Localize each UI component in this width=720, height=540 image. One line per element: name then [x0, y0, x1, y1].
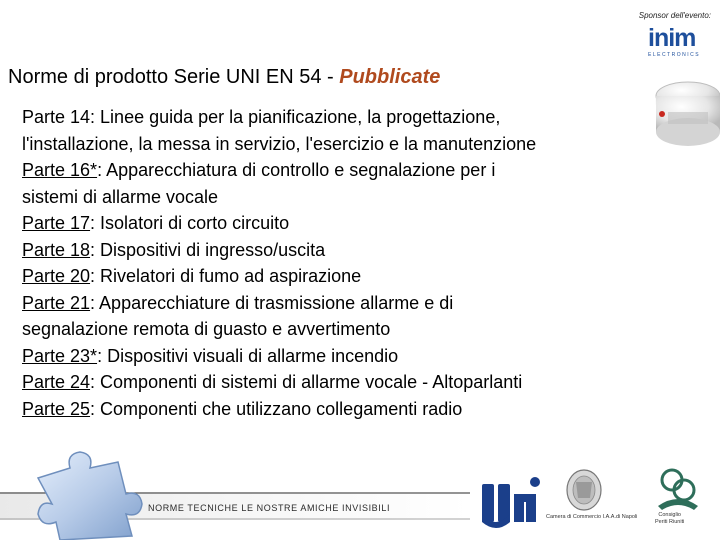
part-link[interactable]: Parte 16* — [22, 160, 98, 180]
list-item-text: segnalazione remota di guasto e avvertimento — [22, 319, 391, 339]
list-item — [22, 369, 702, 396]
inim-logo-name: inim — [648, 24, 696, 52]
uni-logo — [480, 474, 540, 532]
page-title-main: Norme di prodotto Serie UNI EN 54 - — [8, 66, 340, 88]
list-item-text: : Componenti di sistemi di allarme vocale - Altoparlanti — [90, 372, 523, 392]
sponsor-label: Sponsor dell'evento: — [638, 11, 711, 20]
consiglio-emblem — [648, 466, 708, 536]
footer-band-text: NORME TECNICHE LE NOSTRE AMICHE INVISIBILI — [148, 503, 391, 513]
part-link[interactable]: Parte 25 — [22, 398, 91, 419]
list-item-text: : Isolatori di corto circuito — [90, 213, 290, 233]
list-item — [22, 263, 702, 290]
page-title-status: Pubblicate — [339, 66, 441, 88]
consiglio-caption — [655, 512, 684, 525]
list-item — [22, 210, 702, 237]
list-item-text: Parte 14: Linee guida per la pianificazione, la progettazione, — [22, 107, 501, 127]
list-item — [22, 131, 702, 158]
list-item — [22, 104, 702, 131]
page-title — [8, 66, 440, 89]
list-item-text: : Apparecchiature di trasmissione allarme e di — [90, 292, 454, 313]
list-item — [22, 237, 702, 264]
list-item-text: : Rivelatori di fumo ad aspirazione — [90, 266, 362, 286]
camera-commercio-caption: Camera di Commercio I.A.A.di Napoli — [546, 514, 638, 520]
part-link[interactable]: Parte 20 — [22, 266, 91, 286]
list-item — [22, 396, 702, 423]
part-link[interactable]: Parte 18 — [22, 239, 91, 260]
list-item-text: sistemi di allarme vocale — [22, 186, 219, 207]
puzzle-piece-icon — [0, 438, 150, 540]
inim-logo-subtitle: ELECTRONICS — [648, 52, 701, 58]
list-item — [22, 316, 702, 343]
list-item — [22, 290, 702, 317]
list-item-text: : Dispositivi di ingresso/uscita — [90, 239, 326, 260]
list-item-text: : Dispositivi visuali di allarme incendio — [97, 345, 399, 366]
camera-commercio-emblem — [546, 468, 622, 534]
part-link[interactable]: Parte 21 — [22, 292, 91, 313]
part-link[interactable]: Parte 24 — [22, 372, 91, 392]
list-item-text: l'installazione, la messa in servizio, l'esercizio e la manutenzione — [22, 133, 537, 154]
inim-logo — [648, 26, 702, 62]
list-item — [22, 184, 702, 211]
parts-list — [22, 104, 702, 422]
part-link[interactable]: Parte 23* — [22, 345, 98, 366]
consiglio-caption-line: Consiglio — [658, 512, 681, 518]
list-item-text: : Componenti che utilizzano collegamenti radio — [90, 398, 463, 419]
list-item-text: : Apparecchiatura di controllo e segnalazione per i — [97, 160, 496, 180]
list-item — [22, 343, 702, 370]
list-item — [22, 157, 702, 184]
consiglio-caption-line: Periti Riuniti — [655, 518, 685, 525]
part-link[interactable]: Parte 17 — [22, 213, 91, 233]
